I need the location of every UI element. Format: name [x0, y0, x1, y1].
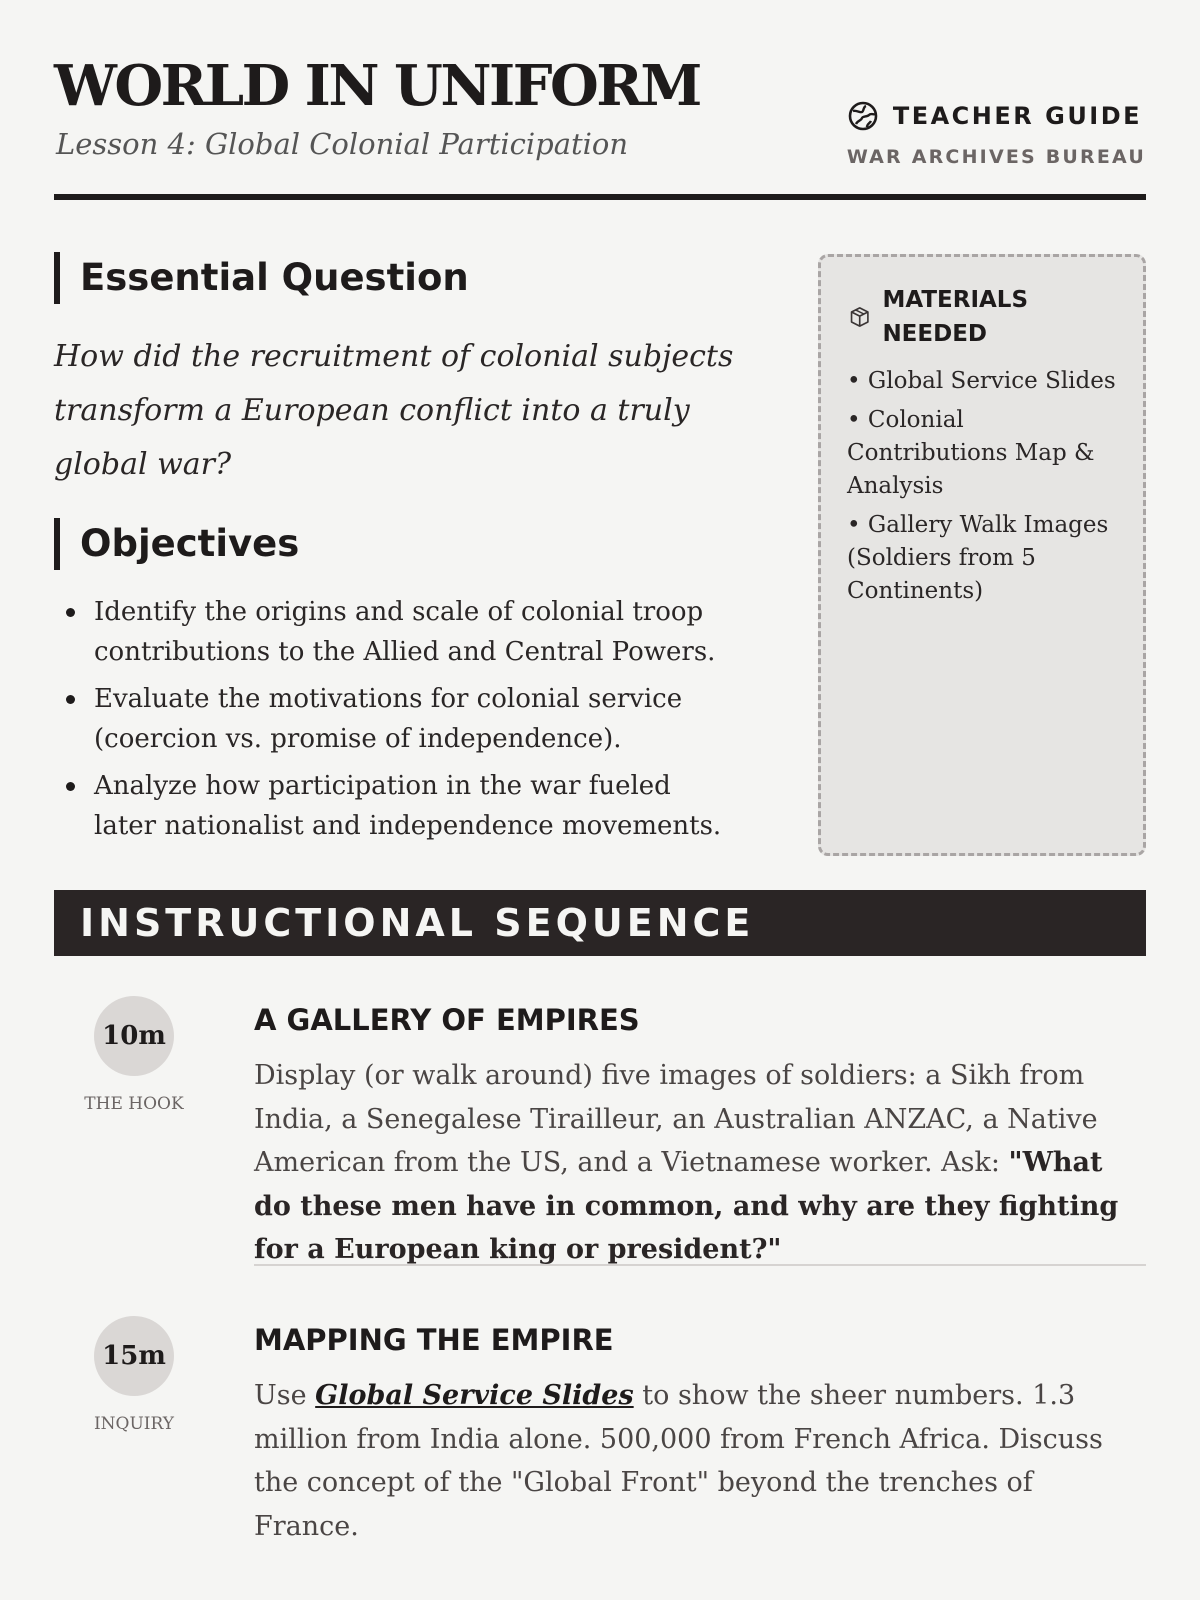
- page-title: WORLD IN UNIFORM: [54, 53, 700, 119]
- slides-link[interactable]: Global Service Slides: [315, 1380, 634, 1411]
- materials-box: [818, 254, 1146, 856]
- lesson-subtitle: Lesson 4: Global Colonial Participation: [56, 127, 629, 161]
- page-header: [54, 0, 1146, 200]
- guide-label: TEACHER GUIDE: [892, 102, 1143, 130]
- objective-item: Identify the origins and scale of colonial troop contributions to the Allied and Central Powers.: [54, 592, 734, 672]
- lesson-overview: [54, 200, 1146, 890]
- materials-heading: MATERIALS NEEDED: [882, 287, 1029, 347]
- overview-left: [54, 252, 734, 853]
- objectives-heading: Objectives: [54, 518, 734, 570]
- essential-question-heading: Essential Question: [54, 252, 734, 304]
- essential-question-text: How did the recruitment of colonial subjects transform a European conflict into a truly global war?: [54, 339, 734, 482]
- organization-name: WAR ARCHIVES BUREAU: [846, 146, 1146, 168]
- box-icon: [847, 303, 872, 331]
- sequence-heading: INSTRUCTIONAL SEQUENCE: [54, 890, 1146, 956]
- step-duration: 10m: [94, 996, 174, 1076]
- step-text: to show the sheer numbers. 1.3 million from India alone. 500,000 from French Africa. Discuss the concept of the "Global Front" beyond the trenches of France.: [254, 1380, 1103, 1542]
- material-item: • Global Service Slides: [847, 368, 1116, 394]
- globe-icon: [847, 100, 879, 132]
- step-description: [254, 1054, 1146, 1272]
- step-title: MAPPING THE EMPIRE: [254, 1323, 614, 1357]
- guide-block: [847, 100, 1146, 168]
- step-duration: 15m: [94, 1316, 174, 1396]
- sequence-step: [54, 956, 1146, 1276]
- material-item: • Gallery Walk Images (Soldiers from 5 Continents): [847, 512, 1109, 604]
- objectives-list: [54, 592, 734, 846]
- step-title: A GALLERY OF EMPIRES: [254, 1003, 640, 1037]
- step-text: Display (or walk around) five images of soldiers: a Sikh from India, a Senegalese Tirailleur, an Australian ANZAC, a Native American from the US, and a Vietnamese worker. Ask:: [254, 1060, 1098, 1178]
- step-text: Use: [254, 1380, 316, 1411]
- material-item: • Colonial Contributions Map & Analysis: [847, 407, 1095, 499]
- step-prompt: "What do these men have in common, and why are they fighting for a European king or president?": [254, 1147, 1119, 1265]
- materials-list: [847, 365, 1117, 608]
- step-description: [254, 1374, 1146, 1548]
- step-phase: INQUIRY: [93, 1414, 175, 1434]
- objective-item: Evaluate the motivations for colonial service (coercion vs. promise of independence).: [54, 679, 734, 759]
- sequence-step: [54, 1276, 1146, 1596]
- step-divider: [254, 1264, 1146, 1266]
- objective-item: Analyze how participation in the war fueled later nationalist and independence movements.: [54, 766, 734, 846]
- step-phase: THE HOOK: [84, 1094, 184, 1114]
